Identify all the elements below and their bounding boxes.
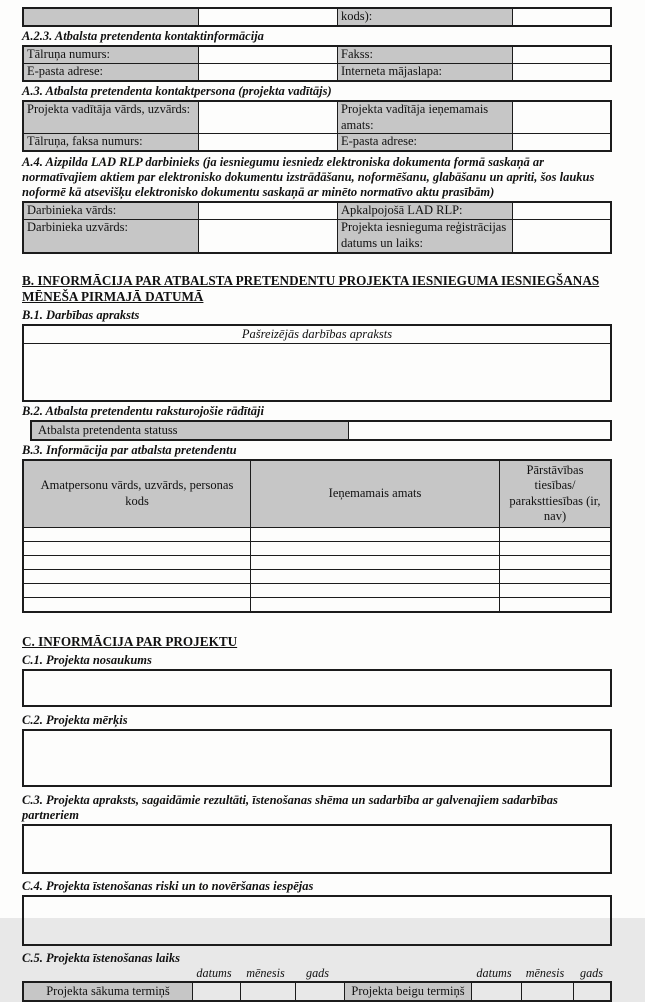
- heading-c5: C.5. Projekta īstenošanas laiks: [22, 950, 181, 965]
- end-year-input-cell[interactable]: [573, 983, 610, 1000]
- b3-header-row: [24, 461, 610, 528]
- table-row: [24, 597, 610, 611]
- table-row: [24, 133, 610, 150]
- heading-a4: A.4. Aizpilda LAD RLP darbinieks (ja iesniegumu iesniedz elektroniska dokumenta formā saskaņā ar normatīvajiem aktiem par elektronisko dokumentu izstrādāšanu, noformēšanu, glabāšanu un apriti, šos laukus noformē kā atsevišķu elektronisko dokumentu saskaņā ar minēto normatīvo aktu prasībām): [22, 155, 595, 200]
- manager-email-input-cell[interactable]: [512, 134, 610, 150]
- b2-status-row: [30, 420, 612, 441]
- heading-a23: A.2.3. Atbalsta pretendenta kontaktinformācija: [22, 29, 264, 43]
- heading-b1: B.1. Darbības apraksts: [22, 307, 140, 322]
- date-label-gads: gads: [579, 965, 604, 980]
- carryover-input-cell[interactable]: [198, 9, 337, 25]
- employee-lastname-input-cell[interactable]: [198, 220, 337, 251]
- email-label: E-pasta adrese:: [24, 64, 198, 80]
- b3-name-input-cell[interactable]: [24, 542, 250, 555]
- email-input-cell[interactable]: [198, 64, 337, 80]
- a4-table: [22, 201, 612, 253]
- heading-c3: C.3. Projekta apraksts, sagaidāmie rezultāti, īstenošanas shēma un sadarbība ar galvenajiem sadarbības partneriem: [22, 792, 558, 822]
- employee-firstname-label: Darbinieka vārds:: [24, 203, 198, 219]
- registration-datetime-label: Projekta iesnieguma reģistrācijas datums un laiks:: [337, 220, 512, 251]
- applicant-status-input-cell[interactable]: [348, 422, 610, 439]
- b3-col-position-header: Ieņemamais amats: [250, 461, 499, 528]
- b1-description-input-area[interactable]: [24, 344, 610, 400]
- carryover-empty-label-cell: [24, 9, 198, 25]
- table-row: [24, 527, 610, 541]
- date-label-gads: gads: [305, 965, 330, 980]
- start-month-input-cell[interactable]: [240, 983, 295, 1000]
- b3-name-input-cell[interactable]: [24, 598, 250, 611]
- a23-table: [22, 45, 612, 82]
- employee-firstname-input-cell[interactable]: [198, 203, 337, 219]
- heading-c1: C.1. Projekta nosaukums: [22, 652, 152, 667]
- project-end-label: Projekta beigu termiņš: [344, 983, 471, 1000]
- heading-a3: A.3. Atbalsta pretendenta kontaktpersona (projekta vadītājs): [22, 84, 332, 98]
- serving-lad-rlp-input-cell[interactable]: [512, 203, 610, 219]
- a3-table: [22, 100, 612, 152]
- table-row: [24, 219, 610, 251]
- website-input-cell[interactable]: [512, 64, 610, 80]
- b3-rights-input-cell[interactable]: [499, 570, 610, 583]
- manager-name-label: Projekta vadītāja vārds, uzvārds:: [24, 102, 198, 133]
- table-row: [24, 583, 610, 597]
- b3-position-input-cell[interactable]: [250, 528, 499, 541]
- manager-name-input-cell[interactable]: [198, 102, 337, 133]
- b3-name-input-cell[interactable]: [24, 528, 250, 541]
- project-start-label: Projekta sākuma termiņš: [24, 983, 192, 1000]
- c1-project-name-input-box[interactable]: [22, 669, 612, 707]
- table-row: [24, 47, 610, 63]
- serving-lad-rlp-label: Apkalpojošā LAD RLP:: [337, 203, 512, 219]
- website-label: Interneta mājaslapa:: [337, 64, 512, 80]
- registration-datetime-input-cell[interactable]: [512, 220, 610, 251]
- date-label-menesis: mēnesis: [246, 965, 285, 980]
- c4-project-risks-input-box[interactable]: [22, 895, 612, 946]
- date-label-datums: datums: [196, 965, 232, 980]
- b3-rights-input-cell[interactable]: [499, 528, 610, 541]
- kods-label-cell: kods):: [337, 9, 512, 25]
- c5-date-labels-row: [22, 967, 612, 981]
- date-label-datums: datums: [476, 965, 512, 980]
- fax-input-cell[interactable]: [512, 47, 610, 63]
- table-row: [24, 541, 610, 555]
- b3-position-input-cell[interactable]: [250, 598, 499, 611]
- table-row: [24, 203, 610, 219]
- table-row: [24, 63, 610, 80]
- b3-rights-input-cell[interactable]: [499, 584, 610, 597]
- b1-box-header: Pašreizējās darbības apraksts: [24, 326, 610, 344]
- b1-description-box: [22, 324, 612, 402]
- phone-input-cell[interactable]: [198, 47, 337, 63]
- date-label-menesis: mēnesis: [525, 965, 565, 980]
- heading-c4: C.4. Projekta īstenošanas riski un to novēršanas iespējas: [22, 878, 314, 893]
- c5-dates-row: [22, 981, 612, 1002]
- b3-name-input-cell[interactable]: [24, 570, 250, 583]
- b3-position-input-cell[interactable]: [250, 584, 499, 597]
- b3-position-input-cell[interactable]: [250, 556, 499, 569]
- b3-position-input-cell[interactable]: [250, 570, 499, 583]
- b3-name-input-cell[interactable]: [24, 584, 250, 597]
- heading-b2: B.2. Atbalsta pretendentu raksturojošie rādītāji: [22, 403, 264, 418]
- heading-b3: B.3. Informācija par atbalsta pretendentu: [22, 442, 237, 457]
- start-year-input-cell[interactable]: [295, 983, 344, 1000]
- applicant-status-label: Atbalsta pretendenta statuss: [32, 422, 348, 439]
- manager-position-input-cell[interactable]: [512, 102, 610, 133]
- fax-label: Fakss:: [337, 47, 512, 63]
- heading-section-c: C. INFORMĀCIJA PAR PROJEKTU: [22, 634, 238, 649]
- phone-label: Tālruņa numurs:: [24, 47, 198, 63]
- b3-col-rights-header: Pārstāvības tiesības/ paraksttiesības (ir, nav): [499, 461, 610, 528]
- manager-phone-input-cell[interactable]: [198, 134, 337, 150]
- employee-lastname-label: Darbinieka uzvārds:: [24, 220, 198, 251]
- b3-rights-input-cell[interactable]: [499, 542, 610, 555]
- end-day-input-cell[interactable]: [471, 983, 521, 1000]
- kods-input-cell[interactable]: [512, 9, 610, 25]
- manager-email-label: E-pasta adrese:: [337, 134, 512, 150]
- b3-rights-input-cell[interactable]: [499, 598, 610, 611]
- start-day-input-cell[interactable]: [192, 983, 240, 1000]
- b3-table: [22, 459, 612, 614]
- heading-section-b: B. INFORMĀCIJA PAR ATBALSTA PRETENDENTU PROJEKTA IESNIEGUMA IESNIEGŠANAS MĒNEŠA PIRMAJĀ DATUMĀ: [22, 272, 600, 304]
- c2-project-goal-input-box[interactable]: [22, 729, 612, 787]
- end-month-input-cell[interactable]: [521, 983, 573, 1000]
- heading-c2: C.2. Projekta mērķis: [22, 712, 128, 727]
- manager-phone-label: Tālruņa, faksa numurs:: [24, 134, 198, 150]
- b3-rights-input-cell[interactable]: [499, 556, 610, 569]
- table-row: [24, 102, 610, 133]
- b3-col-name-header: Amatpersonu vārds, uzvārds, personas kods: [24, 461, 250, 528]
- b3-name-input-cell[interactable]: [24, 556, 250, 569]
- b3-position-input-cell[interactable]: [250, 542, 499, 555]
- carryover-row-table: [22, 7, 612, 27]
- c3-project-description-input-box[interactable]: [22, 824, 612, 874]
- table-row: [24, 569, 610, 583]
- manager-position-label: Projekta vadītāja ieņemamais amats:: [337, 102, 512, 133]
- table-row: [24, 555, 610, 569]
- table-row: [24, 9, 610, 25]
